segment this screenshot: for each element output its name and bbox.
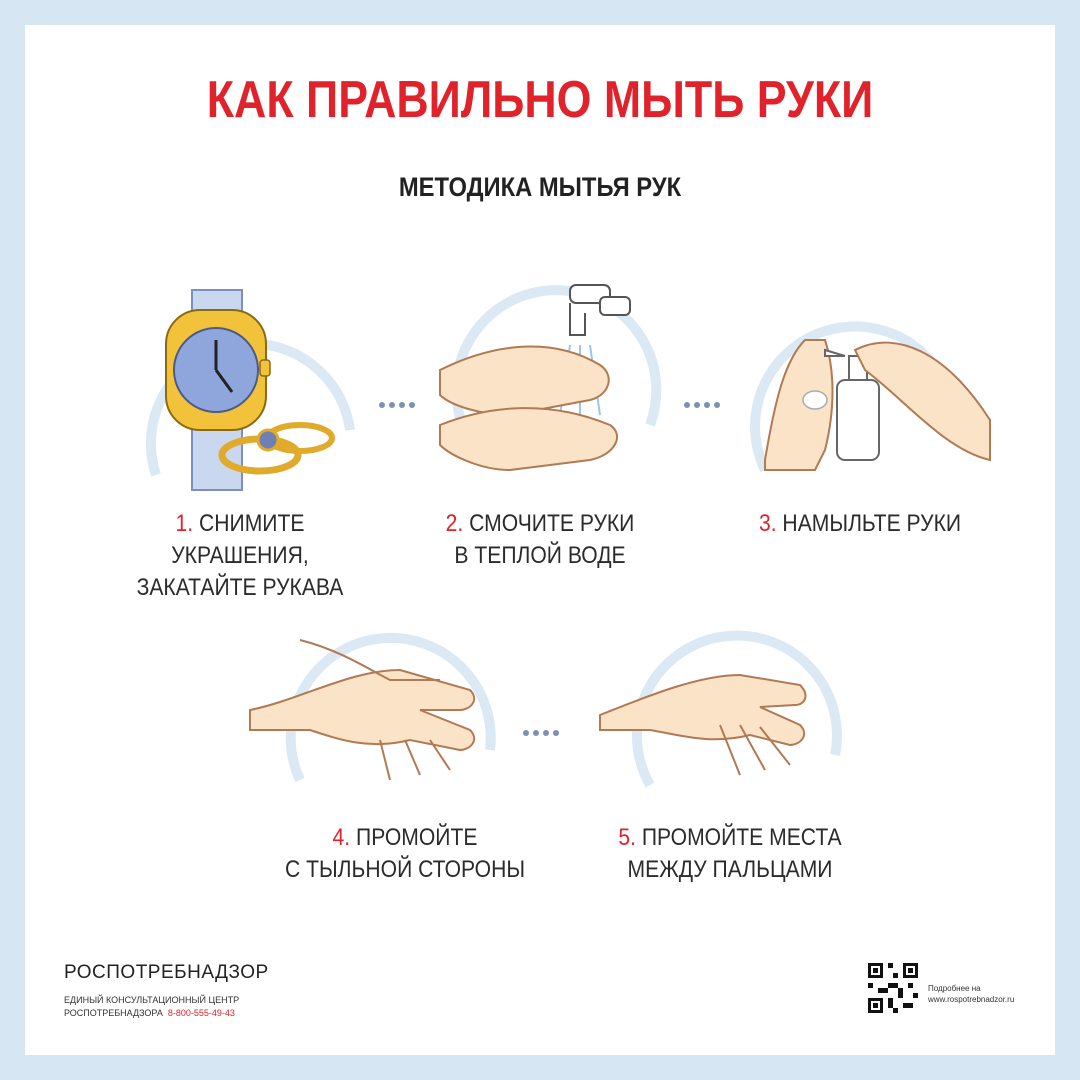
step-number: 3. xyxy=(758,510,777,537)
hands-under-faucet-icon xyxy=(430,275,670,495)
interlaced-fingers-icon xyxy=(590,615,850,815)
more-info-text: Подробнее на www.rospotrebnadzor.ru xyxy=(928,984,1015,1004)
step-number: 4. xyxy=(332,824,351,851)
watch-and-rings-icon xyxy=(120,280,370,500)
step-text: ПРОМОЙТЕ МЕСТА xyxy=(641,824,842,851)
footer-org-block xyxy=(64,962,269,1020)
step-3-caption xyxy=(746,508,975,540)
brand-logo: РОСПОТРЕБНАДЗОР xyxy=(64,962,269,983)
separator-dots xyxy=(683,400,723,410)
step-5-caption xyxy=(607,822,853,886)
poster-title: КАК ПРАВИЛЬНО МЫТЬ РУКИ xyxy=(206,71,874,129)
qr-code-icon[interactable] xyxy=(868,963,918,1013)
step-text: С ТЫЛЬНОЙ СТОРОНЫ xyxy=(284,856,526,883)
hotline-phone[interactable]: 8-800-555-49-43 xyxy=(167,1008,235,1018)
consult-center-text: ЕДИНЫЙ КОНСУЛЬТАЦИОННЫЙ ЦЕНТР РОСПОТРЕБНАДЗОРА 8-800-555-49-43 xyxy=(64,995,240,1018)
separator-dots xyxy=(378,400,418,410)
step-number: 5. xyxy=(618,824,636,851)
soap-dispenser-hands-icon xyxy=(745,290,995,490)
step-text: СНИМИТЕ УКРАШЕНИЯ, xyxy=(171,510,309,569)
separator-dots xyxy=(522,728,562,738)
step-text: В ТЕПЛОЙ ВОДЕ xyxy=(454,542,626,569)
step-text: СМОЧИТЕ РУКИ xyxy=(469,510,635,537)
step-text: МЕЖДУ ПАЛЬЦАМИ xyxy=(627,856,833,883)
step-text: ЗАКАТАЙТЕ РУКАВА xyxy=(136,574,344,601)
step-text: ПРОМОЙТЕ xyxy=(356,824,478,851)
step-text: НАМЫЛЬТЕ РУКИ xyxy=(782,510,962,537)
step-4-caption xyxy=(277,822,532,886)
hands-back-wash-icon xyxy=(240,610,510,810)
website-link[interactable]: www.rospotrebnadzor.ru xyxy=(928,995,1015,1004)
poster-subtitle: МЕТОДИКА МЫТЬЯ РУК xyxy=(398,172,682,202)
step-1-caption xyxy=(108,508,372,604)
footer-qr-block xyxy=(868,963,1014,1013)
step-number: 1. xyxy=(175,510,194,537)
step-number: 2. xyxy=(445,510,464,537)
step-2-caption xyxy=(417,508,663,572)
